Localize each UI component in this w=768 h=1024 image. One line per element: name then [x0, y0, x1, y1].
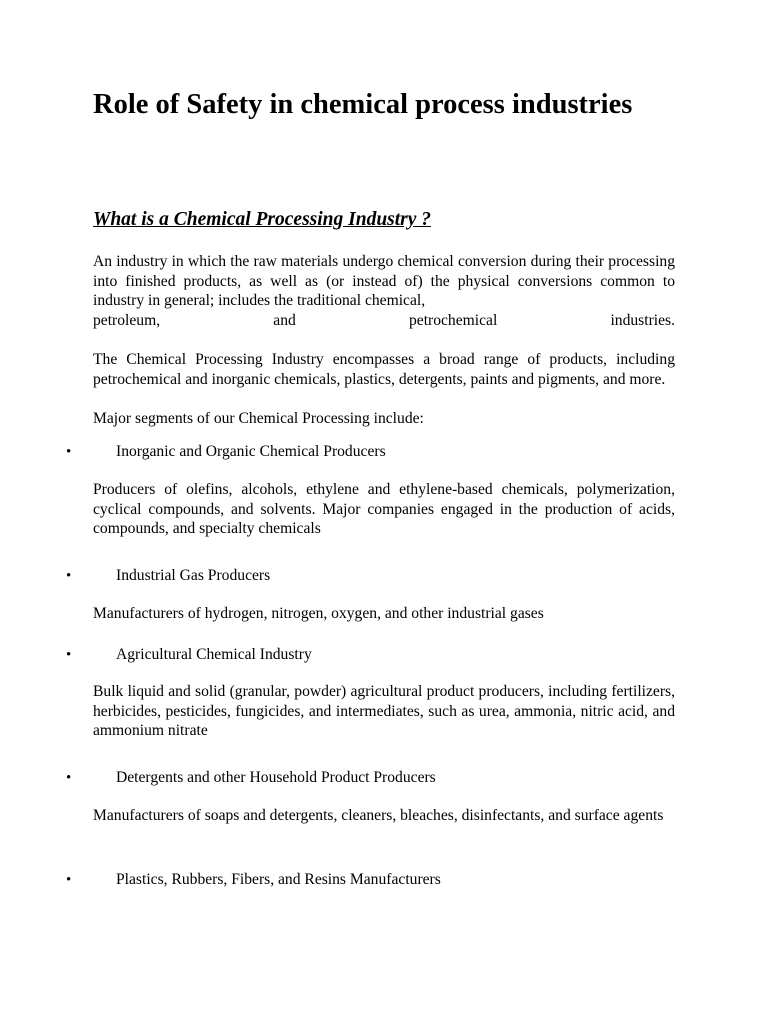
- document-body: [66, 88, 675, 888]
- bullet-icon: •: [66, 568, 72, 584]
- bullet-icon: •: [66, 770, 72, 786]
- list-item: [66, 442, 686, 463]
- segment-description: Manufacturers of hydrogen, nitrogen, oxygen, and other industrial gases: [93, 605, 544, 622]
- bullet-icon: •: [66, 647, 72, 663]
- list-item: [66, 566, 686, 587]
- definition-paragraph-last-line: petroleum, and petrochemical industries.: [93, 311, 675, 329]
- segment-heading: Detergents and other Household Product Producers: [116, 769, 436, 786]
- segment-heading: Agricultural Chemical Industry: [116, 646, 312, 663]
- list-item: [66, 768, 686, 789]
- list-item: [66, 645, 686, 666]
- segment-description: Bulk liquid and solid (granular, powder) agricultural product producers, including fertilizers, herbicides, pesticides, fungicides, and intermediates, such as urea, ammonia, nitric acid, and ammonium nitrate: [93, 683, 675, 739]
- segment-heading: Plastics, Rubbers, Fibers, and Resins Manufacturers: [116, 871, 441, 888]
- segments-intro: Major segments of our Chemical Processing include:: [93, 410, 424, 427]
- section-heading: What is a Chemical Processing Industry ?: [93, 209, 432, 230]
- page-title: Role of Safety in chemical process industries: [93, 89, 633, 120]
- overview-paragraph: The Chemical Processing Industry encompasses a broad range of products, including petrochemical and inorganic chemicals, plastics, detergents, paints and pigments, and more.: [93, 351, 675, 388]
- segment-heading: Industrial Gas Producers: [116, 567, 271, 584]
- segment-description: Producers of olefins, alcohols, ethylene and ethylene-based chemicals, polymerization, cyclical compounds, and solvents. Major companies engaged in the production of acids, compounds, and specialty chemicals: [93, 481, 675, 537]
- list-item: [66, 870, 686, 891]
- definition-paragraph: An industry in which the raw materials undergo chemical conversion during their processing into finished products, as well as (or instead of) the physical conversions common to industry in general; includes the traditional chemical,: [93, 253, 675, 309]
- segment-heading: Inorganic and Organic Chemical Producers: [116, 443, 386, 460]
- bullet-icon: •: [66, 444, 72, 460]
- segment-description: Manufacturers of soaps and detergents, cleaners, bleaches, disinfectants, and surface agents: [93, 807, 664, 824]
- bullet-icon: •: [66, 872, 72, 888]
